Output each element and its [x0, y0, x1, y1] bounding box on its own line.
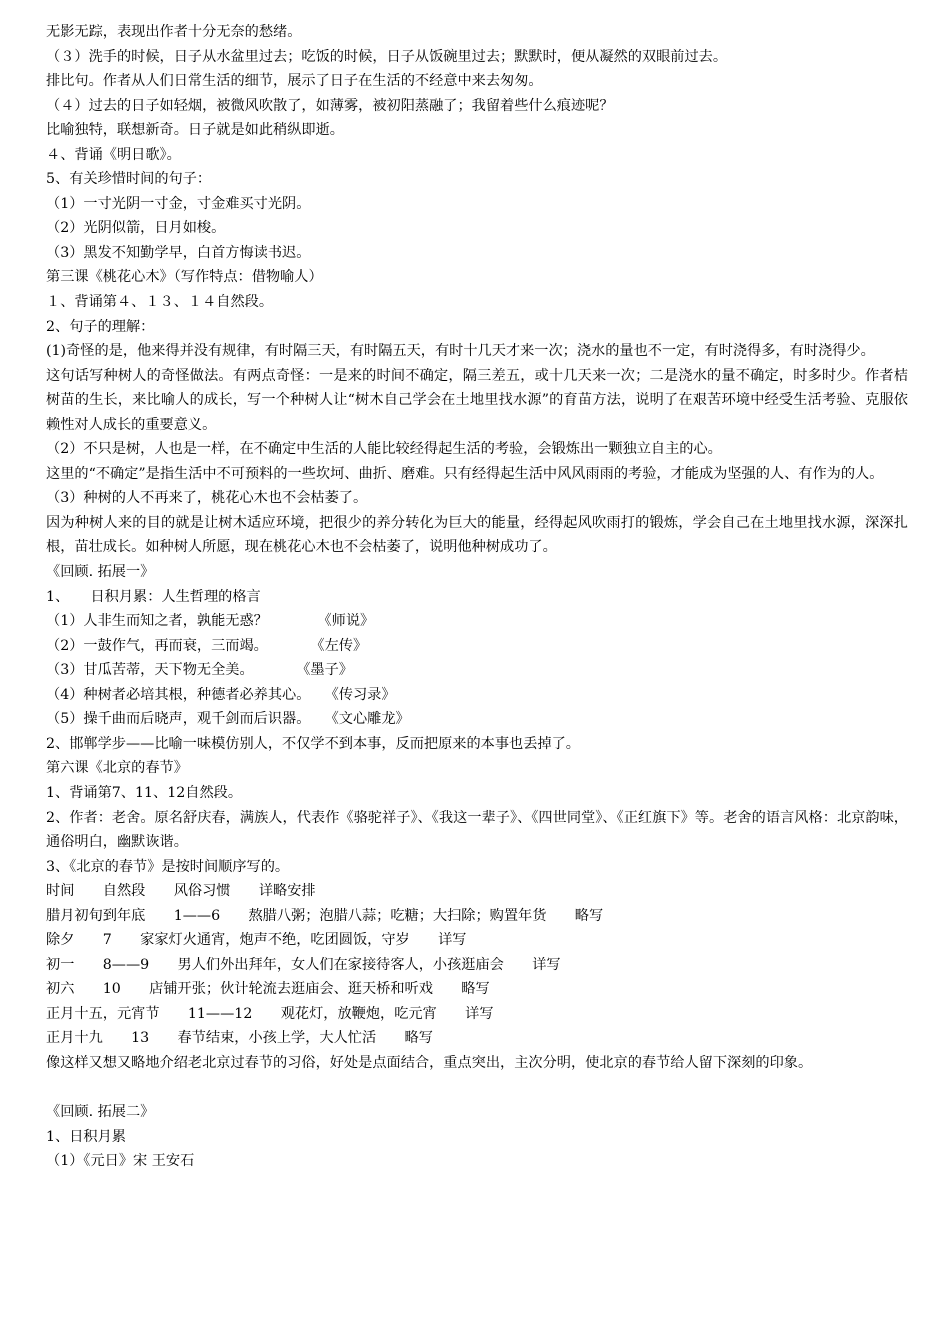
list-item: 2、句子的理解：	[46, 318, 155, 335]
list-item: （3）黑发不知勤学早，白首方悔读书迟。	[46, 244, 311, 261]
list-item: １、背诵第４、１３、１４自然段。	[46, 294, 274, 311]
list-item: 1、日积月累	[46, 1128, 126, 1145]
blank-line	[46, 1076, 908, 1101]
list-item: 3、《北京的春节》是按时间顺序写的。	[46, 858, 290, 875]
list-item: 1、背诵第7、11、12自然段。	[46, 784, 243, 801]
document-page	[46, 20, 908, 1174]
list-item: （1）人非生而知之者，孰能无惑？ 《师说》	[46, 613, 375, 630]
list-item: （2）一鼓作气，再而衰，三而竭。 《左传》	[46, 637, 368, 654]
table-row: 正月十九 13 春节结束，小孩上学，大人忙活 略写	[46, 1030, 433, 1047]
list-item: （3）甘瓜苦蒂，天下物无全美。 《墨子》	[46, 662, 353, 679]
table-row: 初六 10 店铺开张；伙计轮流去逛庙会、逛天桥和听戏 略写	[46, 981, 490, 998]
list-item: 2、邯郸学步——比喻一味模仿别人，不仅学不到本事，反而把原来的本事也丢掉了。	[46, 735, 580, 752]
text-line: 比喻独特，联想新奇。日子就是如此稍纵即逝。	[46, 122, 344, 139]
section-heading: 《回顾. 拓展二》	[46, 1104, 155, 1121]
section-heading: 《回顾. 拓展一》	[46, 564, 155, 581]
table-header-line: 时间 自然段 风俗习惯 详略安排	[46, 883, 316, 900]
list-item: 1、 日积月累：人生哲理的格言	[46, 588, 261, 605]
text-paragraph: 像这样又想又略地介绍老北京过春节的习俗，好处是点面结合，重点突出，主次分明，使北京的春节给人留下深刻的印象。	[46, 1054, 813, 1071]
text-line: （2）不只是树，人也是一样，在不确定中生活的人能比较经得起生活的考验，会锻炼出一颗独立自主的心。	[46, 441, 722, 458]
section-heading: 第六课《北京的春节》	[46, 760, 188, 777]
list-item: （2）光阴似箭，日月如梭。	[46, 220, 226, 237]
table-row: 正月十五，元宵节 11——12 观花灯，放鞭炮，吃元宵 详写	[46, 1005, 494, 1022]
text-paragraph: 这句话写种树人的奇怪做法。有两点奇怪：一是来的时间不确定，隔三差五，或十几天来一次；二是浇水的量不确定，时多时少。作者桔树苗的生长，来比喻人的成长，写一个种树人让“树木自己学会在土地里找水源”的育苗方法，说明了在艰苦环境中经受生活考验、克服依赖性对人成长的重要意义。	[46, 367, 908, 433]
table-row: 腊月初旬到年底 1——6 熬腊八粥；泡腊八蒜；吃糖；大扫除；购置年货 略写	[46, 907, 604, 924]
text-paragraph: 这里的“不确定”是指生活中不可预料的一些坎坷、曲折、磨难。只有经得起生活中风风雨雨的考验，才能成为坚强的人、有作为的人。	[46, 465, 884, 482]
list-item: （4）种树者必培其根，种德者必养其心。 《传习录》	[46, 686, 396, 703]
text-line: 排比句。作者从人们日常生活的细节，展示了日子在生活的不经意中来去匆匆。	[46, 73, 543, 90]
text-paragraph: (1)奇怪的是，他来得并没有规律，有时隔三天，有时隔五天，有时十几天才来一次；浇水的量也不一定，有时浇得多，有时浇得少。	[46, 343, 875, 360]
table-row: 初一 8——9 男人们外出拜年，女人们在家接待客人，小孩逛庙会 详写	[46, 956, 561, 973]
list-item: ４、背诵《明日歌》。	[46, 146, 181, 163]
list-item: （1）《元日》宋 王安石	[46, 1153, 195, 1170]
table-row: 除夕 7 家家灯火通宵，炮声不绝，吃团圆饭，守岁 详写	[46, 932, 467, 949]
list-item: （5）操千曲而后晓声，观千剑而后识器。 《文心雕龙》	[46, 711, 410, 728]
text-paragraph: 2、作者：老舍。原名舒庆春，满族人，代表作《骆驼祥子》、《我这一辈子》、《四世同堂》、《正红旗下》等。老舍的语言风格：北京韵味，通俗明白，幽默诙谐。	[46, 809, 908, 851]
list-item: 5、有关珍惜时间的句子：	[46, 171, 212, 188]
section-heading: 第三课《桃花心木》（写作特点：借物喻人）	[46, 269, 323, 286]
text-paragraph: 因为种树人来的目的就是让树木适应环境，把很少的养分转化为巨大的能量，经得起风吹雨打的锻炼，学会自己在土地里找水源，深深扎根，苗壮成长。如种树人所愿，现在桃花心木也不会枯萎了，说明他种树成功了。	[46, 514, 908, 556]
text-line: （3）种树的人不再来了，桃花心木也不会枯萎了。	[46, 490, 368, 507]
text-line: 无影无踪，表现出作者十分无奈的愁绪。	[46, 24, 302, 40]
list-item: （1）一寸光阴一寸金，寸金难买寸光阴。	[46, 195, 311, 212]
text-line: （４）过去的日子如轻烟，被微风吹散了，如薄雾，被初阳蒸融了；我留着些什么痕迹呢？	[46, 97, 614, 114]
text-line: （３）洗手的时候，日子从水盆里过去；吃饭的时候，日子从饭碗里过去；默默时，便从凝然的双眼前过去。	[46, 48, 728, 65]
